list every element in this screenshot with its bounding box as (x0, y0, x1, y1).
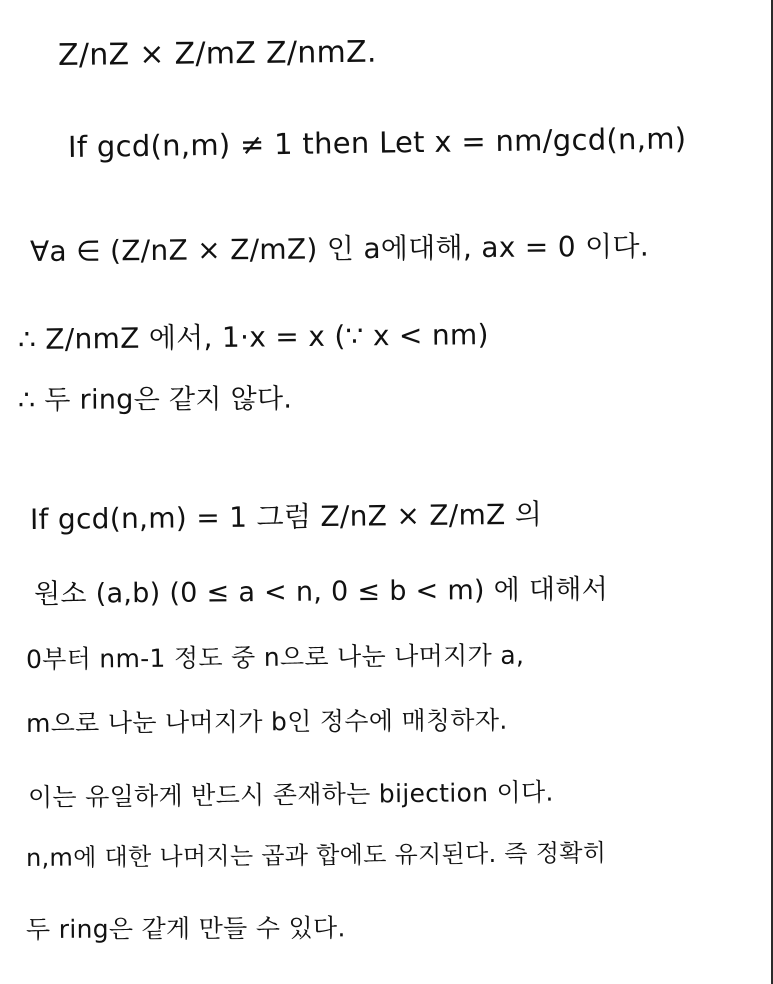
note-line-preserved: n,m에 대한 나머지는 곱과 합에도 유지된다. 즉 정확히 (25, 838, 607, 872)
note-line-gcd-one: If gcd(n,m) = 1 그럼 Z/nZ × Z/mZ 의 (29, 497, 543, 536)
note-line-for-all-a: ∀a ∈ (Z/nZ × Z/mZ) 인 a에대해, ax = 0 이다. (29, 229, 650, 268)
note-line-gcd-not-one: If gcd(n,m) ≠ 1 then Let x = nm/gcd(n,m) (67, 121, 687, 164)
note-line-conclusion: 두 ring은 같게 만들 수 있다. (25, 913, 346, 944)
note-line-element-ab: 원소 (a,b) (0 ≤ a < n, 0 ≤ b < m) 에 대해서 (33, 573, 609, 610)
note-line-therefore-1x: ∴ Z/nmZ 에서, 1·x = x (∵ x < nm) (17, 318, 489, 356)
note-line-not-same: ∴ 두 ring은 같지 않다. (17, 383, 293, 416)
note-line-bijection: 이는 유일하게 반드시 존재하는 bijection 이다. (27, 777, 554, 812)
note-line-remainder-b: m으로 나눈 나머지가 b인 정수에 매칭하자. (25, 705, 508, 738)
note-line-rings: Z/nZ × Z/mZ Z/nmZ. (57, 34, 377, 73)
note-line-remainder-a: 0부터 nm-1 정도 중 n으로 나눈 나머지가 a, (25, 640, 525, 674)
